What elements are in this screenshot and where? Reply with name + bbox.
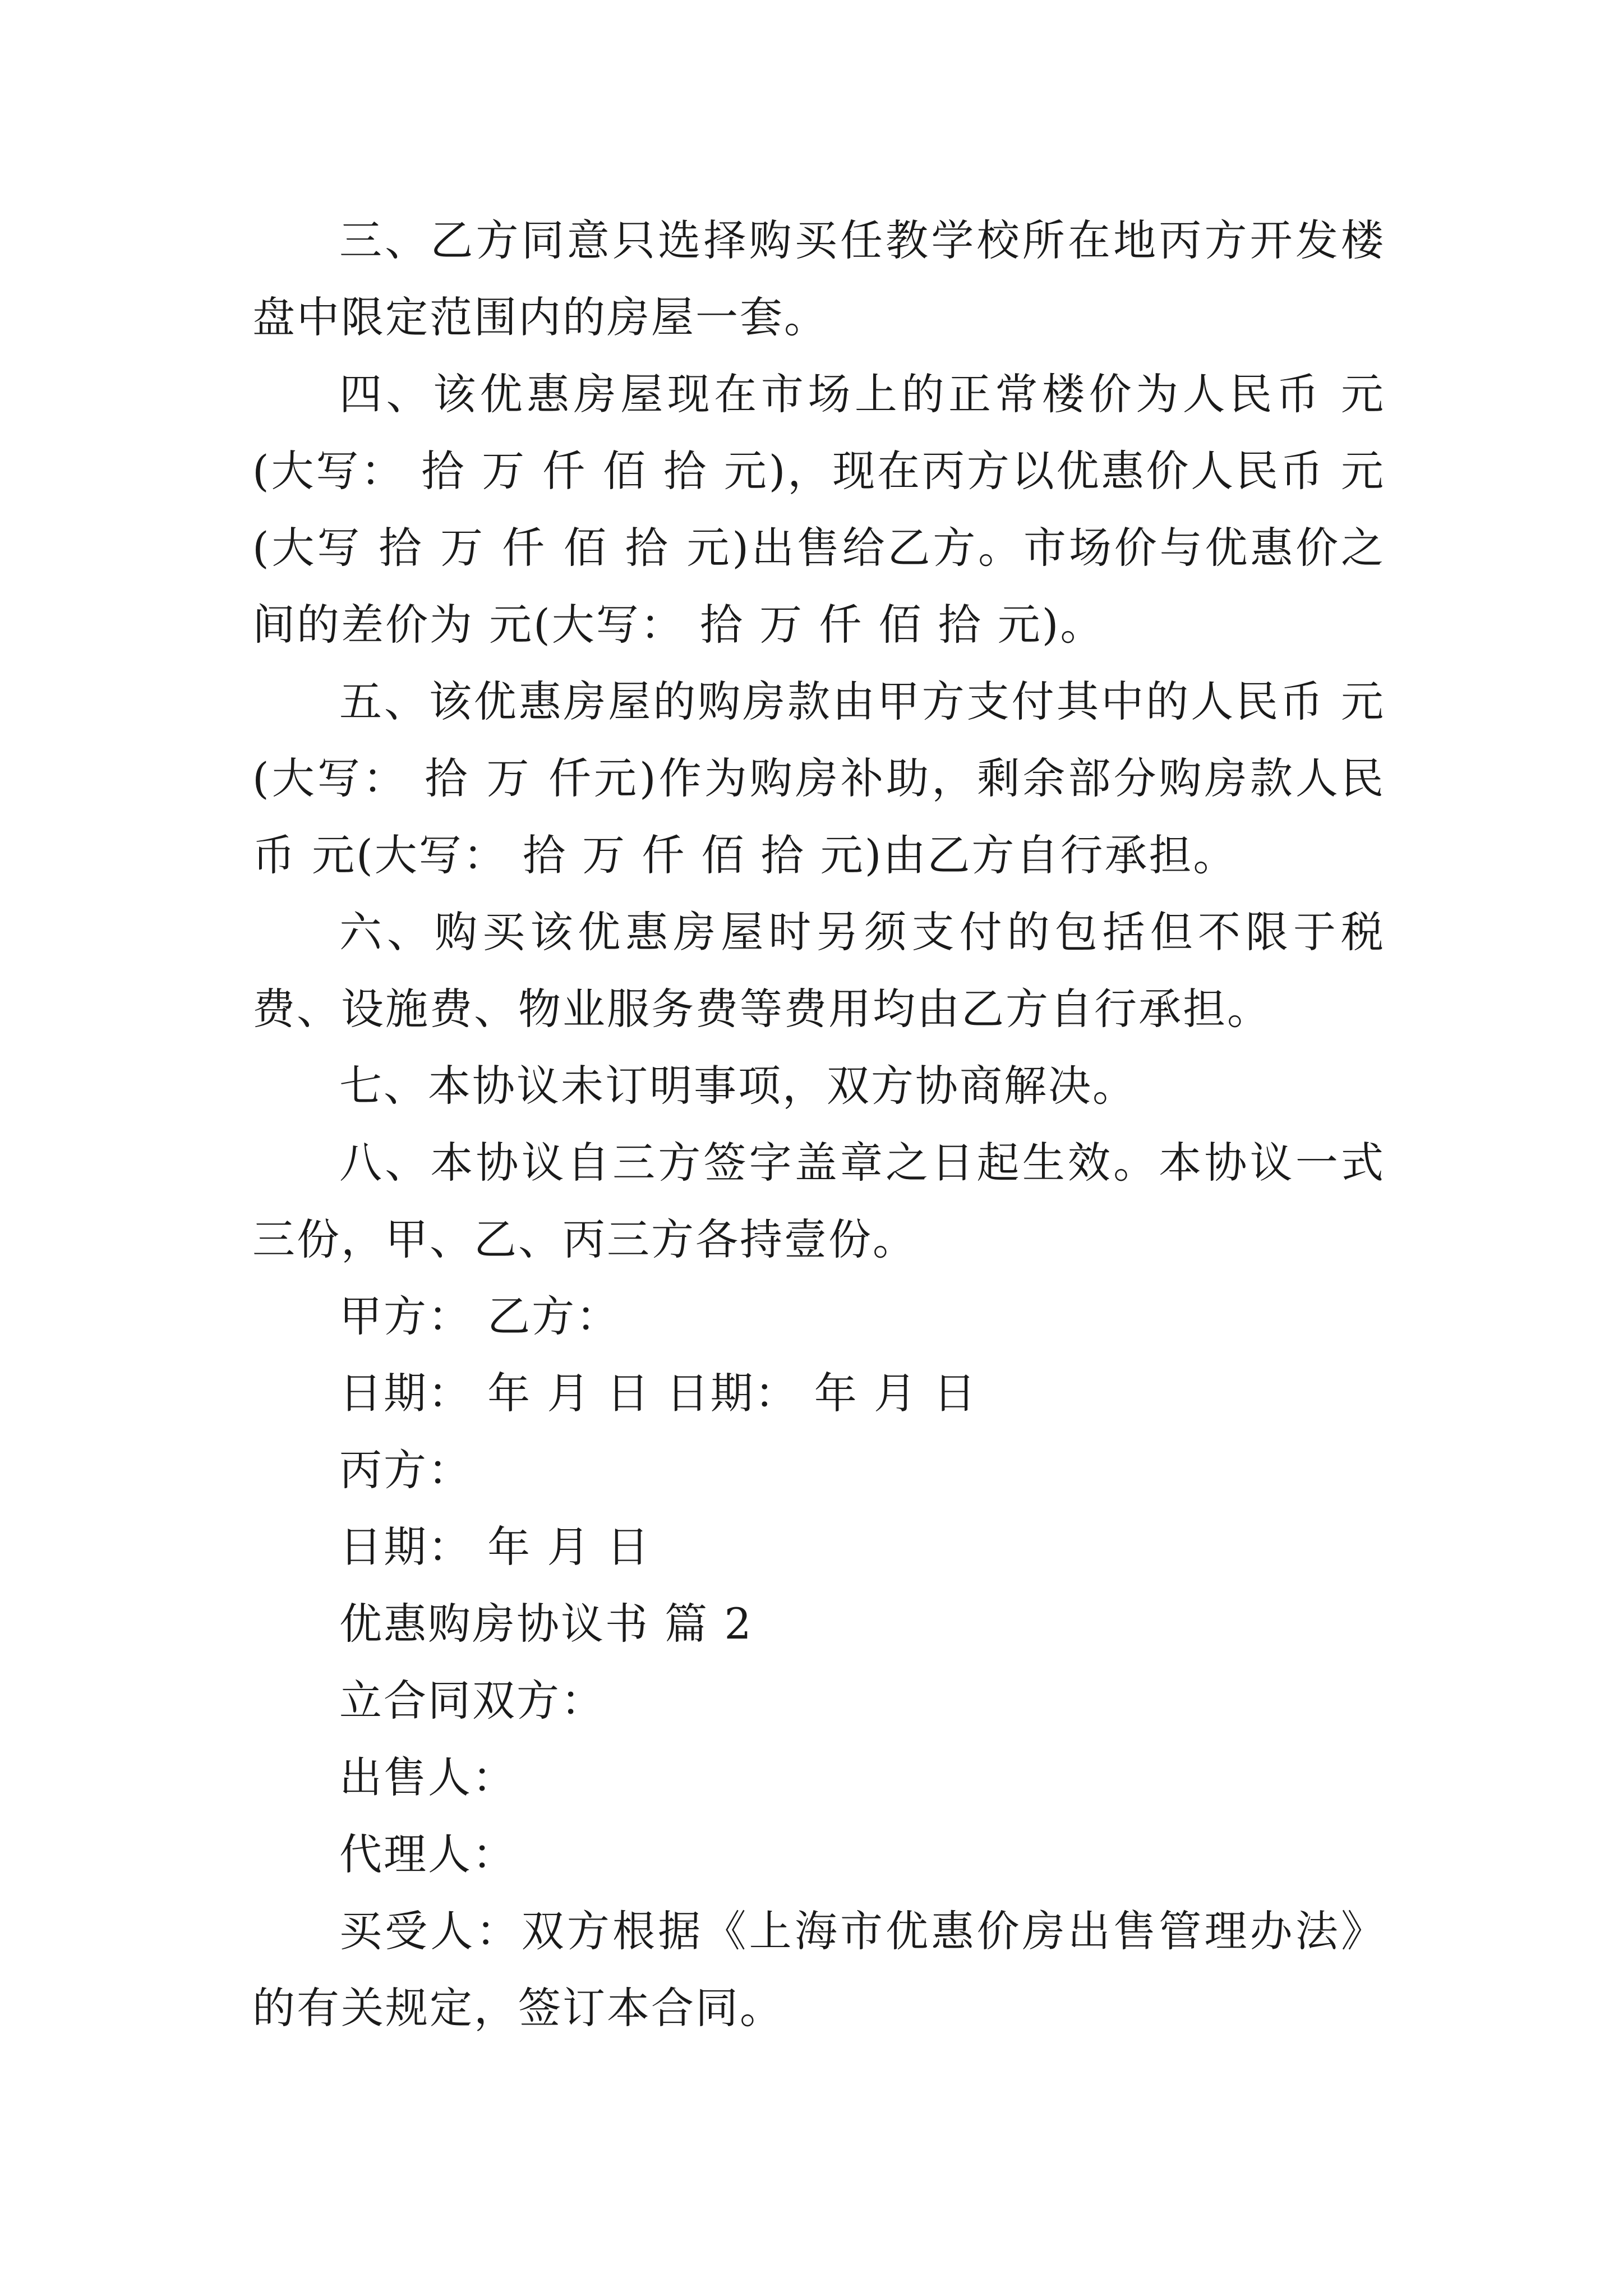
seller-label: 出售人：: [339, 1752, 517, 1802]
signature-parties-a-b: 甲方： 乙方：: [339, 1291, 621, 1341]
clause-7: 七、本协议未订明事项，双方协商解决。: [339, 1061, 1137, 1111]
clause-3: 三、乙方同意只选择购买任教学校所在地丙方开发楼盘中限定范围内的房屋一套。: [252, 215, 1385, 342]
signature-party-c: 丙方：: [339, 1445, 472, 1495]
clause-6: 六、购买该优惠房屋时另须支付的包括但不限于税费、设施费、物业服务费等费用均由乙方自行承担。: [252, 907, 1385, 1034]
section-2-title: 优惠购房协议书 篇 2: [339, 1599, 753, 1649]
agent-label: 代理人：: [339, 1829, 517, 1879]
contract-parties-label: 立合同双方：: [339, 1676, 605, 1726]
signature-date-c: 日期： 年 月 日: [339, 1522, 651, 1572]
document-body: [252, 202, 1385, 2046]
clause-5: 五、该优惠房屋的购房款由甲方支付其中的人民币 元(大写： 拾 万 仟元)作为购房补助，剩余部分购房款人民币 元(大写： 拾 万 仟 佰 拾 元)由乙方自行承担。: [252, 677, 1385, 880]
clause-4: 四、该优惠房屋现在市场上的正常楼价为人民币 元(大写： 拾 万 仟 佰 拾 元)，现在丙方以优惠价人民币 元(大写 拾 万 仟 佰 拾 元)出售给乙方。市场价与优惠价之间的差价为 元(大写： 拾 万 仟 佰 拾 元)。: [252, 369, 1385, 650]
signature-dates-a-b: 日期： 年 月 日 日期： 年 月 日: [339, 1368, 978, 1418]
buyer-paragraph: 买受人：双方根据《上海市优惠价房出售管理办法》的有关规定，签订本合同。: [252, 1906, 1385, 2033]
clause-8: 八、本协议自三方签字盖章之日起生效。本协议一式三份，甲、乙、丙三方各持壹份。: [252, 1138, 1385, 1264]
